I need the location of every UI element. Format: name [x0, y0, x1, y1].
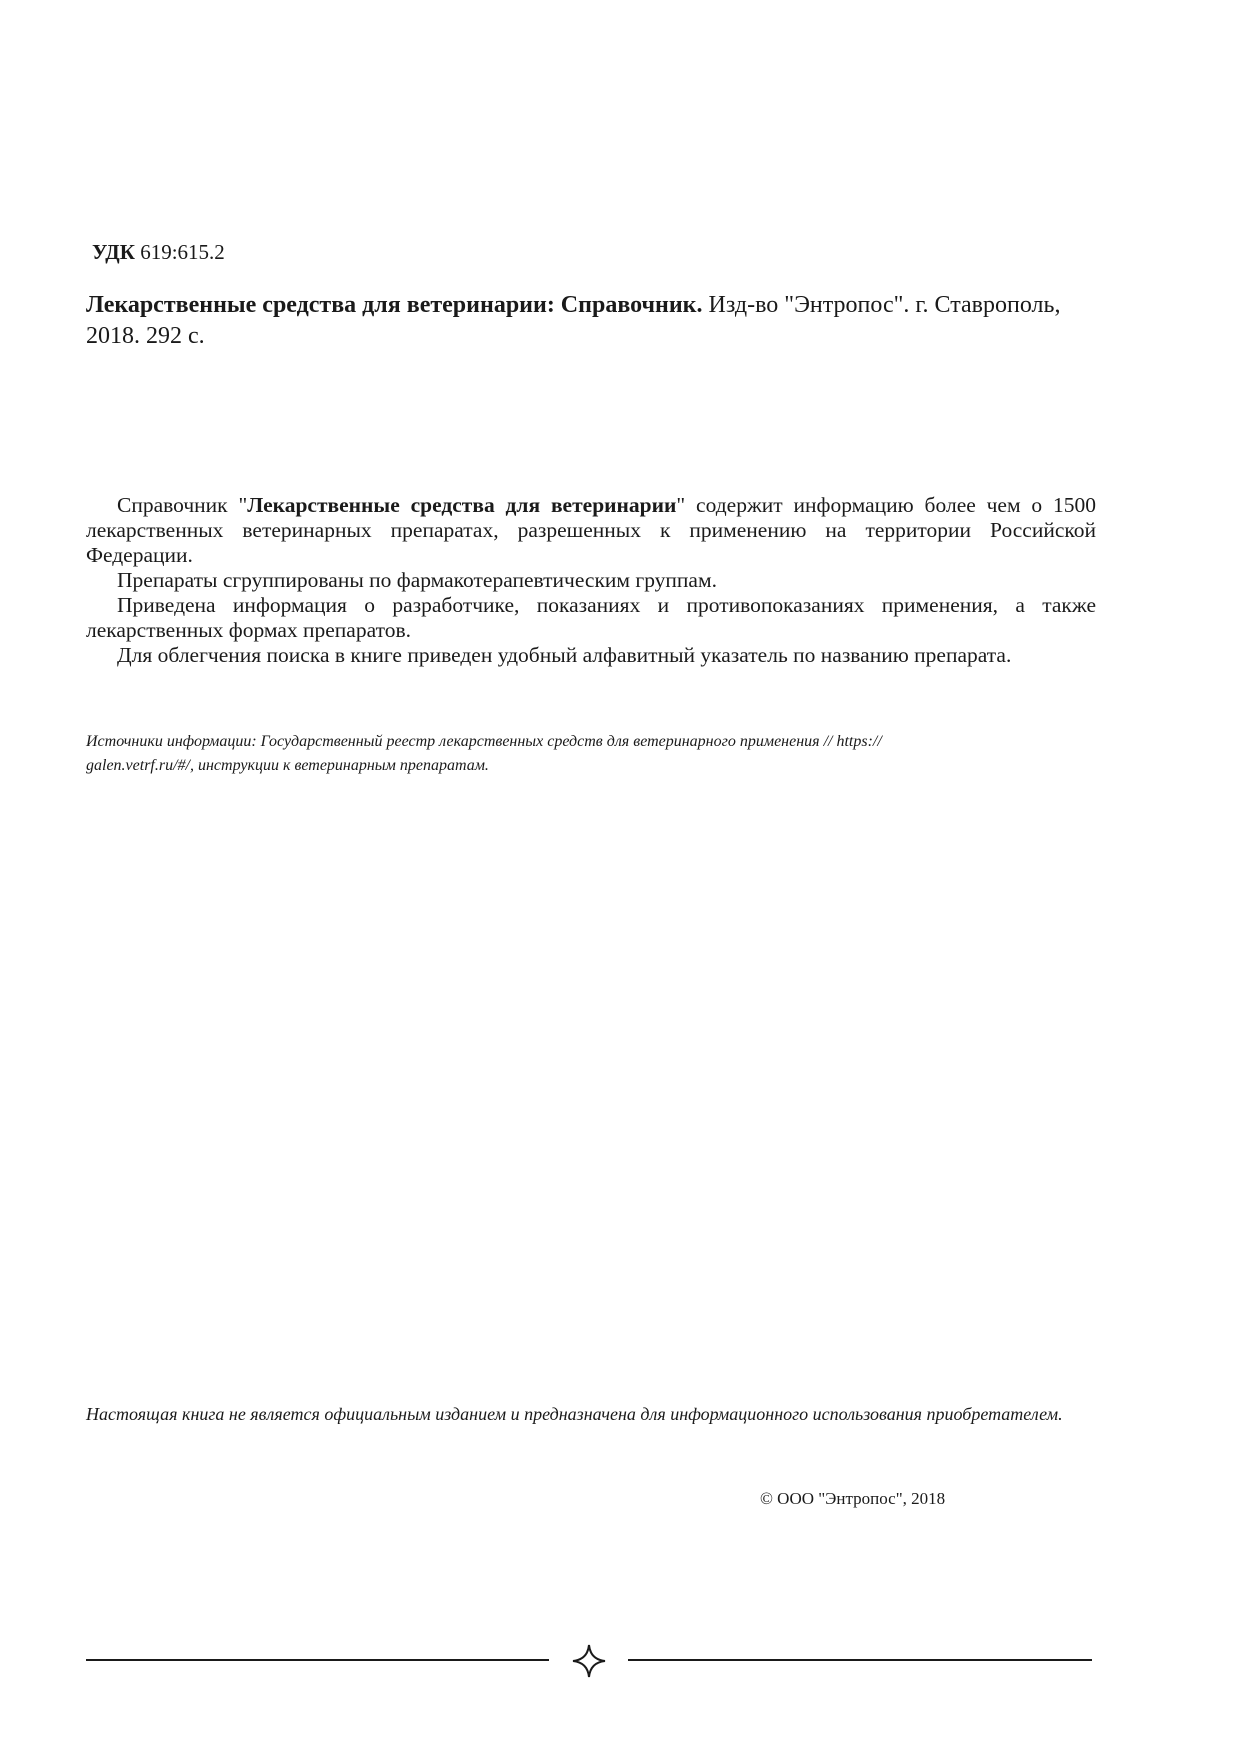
copyright: © ООО "Энтропос", 2018 — [760, 1489, 946, 1508]
abstract-p1-prefix: Справочник " — [117, 493, 248, 517]
book-title: Лекарственные средства для ветеринарии: Справочник. — [86, 292, 703, 318]
sources-note — [86, 730, 1096, 778]
bibliographic-entry — [86, 290, 1096, 352]
abstract-paragraph-2: Препараты сгруппированы по фармакотерапевтическим группам. — [117, 568, 717, 592]
publisher-info: Изд-во "Энтропос". г. Ставрополь, — [702, 292, 1061, 318]
udk-code: 619:615.2 — [140, 240, 225, 264]
sources-line-2: galen.vetrf.ru/#/, инструкции к ветеринарным препаратам. — [86, 757, 489, 774]
sources-line-1: Источники информации: Государственный реестр лекарственных средств для ветеринарного применения // https:// — [86, 733, 882, 750]
four-point-star-icon — [572, 1644, 606, 1678]
abstract-p1-suffix: " содержит информацию более чем о 1500 лекарственных ветеринарных препаратах, разрешенных к применению на территории Российской Федерации. — [86, 493, 1096, 567]
abstract-paragraph-1 — [86, 493, 1096, 568]
footer-rule-right — [628, 1659, 1092, 1661]
legal-notice: Настоящая книга не является официальным изданием и предназначена для информационного использования приобретателем. — [86, 1404, 1063, 1424]
abstract — [86, 493, 1096, 668]
udk-line — [92, 240, 225, 265]
abstract-paragraph-3: Приведена информация о разработчике, показаниях и противопоказаниях применения, а также лекарственных формах препаратов. — [86, 593, 1096, 642]
year-pages: 2018. 292 с. — [86, 323, 205, 349]
udk-label: УДК — [92, 240, 135, 264]
abstract-paragraph-4: Для облегчения поиска в книге приведен удобный алфавитный указатель по названию препарата. — [117, 643, 1012, 667]
footer-rule-left — [86, 1659, 549, 1661]
abstract-p1-title: Лекарственные средства для ветеринарии — [247, 493, 677, 517]
